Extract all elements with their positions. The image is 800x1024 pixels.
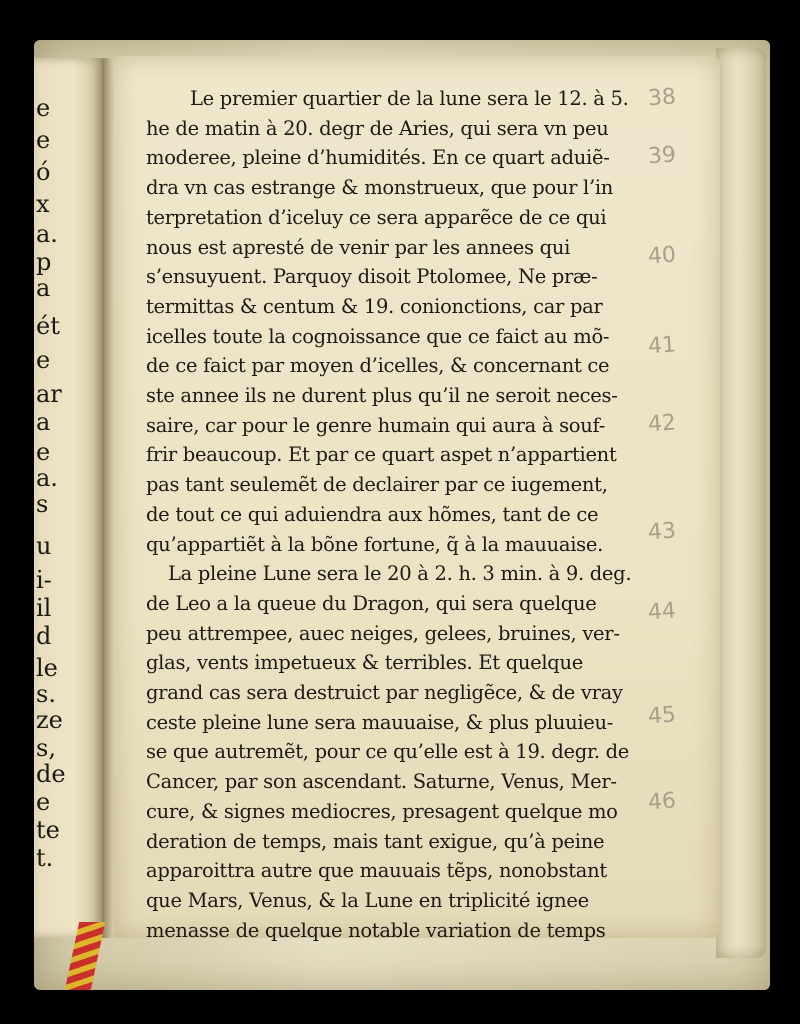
- margin-note-number: 40: [647, 242, 677, 270]
- left-page-fragment: a: [36, 408, 51, 436]
- left-page: [34, 58, 104, 938]
- margin-note-number: 45: [647, 702, 677, 730]
- left-page-fragment: e: [36, 126, 51, 154]
- left-page-fragment: ét: [36, 312, 60, 340]
- left-page-fragment: s,: [36, 734, 56, 762]
- left-page-fragment: e: [36, 438, 51, 466]
- left-page-fragment: a.: [36, 220, 58, 248]
- left-page-fragment: ar: [36, 380, 62, 408]
- text-line: Le premier quartier de la lune sera le 12. à 5.: [190, 87, 629, 110]
- text-line: menasse de quelque notable variation de temps: [146, 918, 606, 942]
- left-page-fragment: e: [36, 94, 51, 122]
- left-page-fragment: e: [36, 788, 51, 816]
- text-line: que Mars, Venus, & la Lune en triplicité ignee: [146, 888, 589, 912]
- text-line: terpretation d’iceluy ce sera apparẽce de ce qui: [146, 205, 607, 229]
- left-page-fragment: e: [36, 346, 51, 374]
- text-line: glas, vents impetueux & terribles. Et quelque: [146, 651, 583, 675]
- text-line: peu attrempee, auec neiges, gelees, bruines, ver-: [146, 621, 620, 645]
- text-line: se que autremẽt, pour ce qu’elle est à 19. degr. de: [146, 740, 630, 764]
- text-line: deration de temps, mais tant exigue, qu’à peine: [146, 829, 605, 853]
- left-page-fragment: de: [36, 760, 66, 788]
- margin-note-number: 44: [647, 598, 677, 626]
- left-page-fragment: i-: [36, 566, 52, 594]
- text-line: La pleine Lune sera le 20 à 2. h. 3 min. à 9. deg.: [168, 562, 632, 586]
- left-page-fragment: p: [36, 248, 52, 276]
- text-line: moderee, pleine d’humidités. En ce quart aduiẽ-: [146, 146, 610, 170]
- text-line: qu’appartiẽt à la bõne fortune, q̃ à la mauuaise.: [146, 532, 604, 556]
- margin-note-number: 43: [647, 518, 677, 546]
- left-page-fragment: u: [36, 532, 52, 560]
- text-line: de tout ce qui aduiendra aux hõmes, tant de ce: [146, 502, 599, 526]
- left-page-fragment: t.: [36, 844, 54, 872]
- left-page-fragment: a: [36, 274, 51, 302]
- left-page-fragment: x: [36, 190, 50, 218]
- margin-note-number: 38: [647, 84, 677, 112]
- text-line: s’ensuyuent. Parquoy disoit Ptolomee, Ne præ-: [146, 265, 598, 289]
- text-line: saire, car pour le genre humain qui aura à souf-: [146, 413, 605, 437]
- text-line: ceste pleine lune sera mauuaise, & plus pluuieu-: [146, 710, 614, 734]
- text-line: grand cas sera destruict par negligẽce, & de vray: [146, 681, 623, 704]
- cover-edge: [716, 48, 766, 958]
- text-line: nous est apresté de venir par les annees qui: [146, 235, 571, 259]
- left-page-fragment: ze: [36, 706, 63, 734]
- left-page-fragment: il: [36, 594, 52, 622]
- text-line: he de matin à 20. degr de Aries, qui sera vn peu: [146, 116, 609, 140]
- left-page-fragment: d: [36, 622, 52, 650]
- text-line: frir beaucoup. Et par ce quart aspet n’appartient: [146, 443, 617, 467]
- left-page-fragment: s.: [36, 680, 56, 708]
- text-line: pas tant seulemẽt de declairer par ce iugement,: [146, 473, 608, 497]
- text-line: de ce faict par moyen d’icelles, & concernant ce: [146, 354, 610, 378]
- text-line: dra vn cas estrange & monstrueux, que pour l’in: [146, 176, 614, 200]
- text-line: Cancer, par son ascendant. Saturne, Venus, Mer-: [146, 770, 617, 794]
- text-line: de Leo a la queue du Dragon, qui sera quelque: [146, 591, 597, 615]
- text-line: ste annee ils ne durent plus qu’il ne seroit neces-: [146, 384, 618, 407]
- text-line: apparoittra autre que mauuais tẽps, nonobstant: [146, 859, 607, 883]
- text-line: cure, & signes mediocres, presagent quelque mo: [146, 799, 618, 823]
- margin-note-number: 46: [647, 788, 677, 816]
- left-page-fragment: ó: [36, 158, 51, 186]
- left-page-fragment: te: [36, 816, 60, 844]
- margin-note-number: 42: [647, 410, 677, 438]
- margin-note-number: 41: [647, 332, 677, 360]
- left-page-fragment: a.: [36, 464, 58, 492]
- left-page-fragment: s: [36, 490, 49, 518]
- text-line: termittas & centum & 19. conionctions, car par: [146, 294, 603, 318]
- margin-note-number: 39: [647, 142, 677, 170]
- left-page-fragment: le: [36, 654, 58, 682]
- text-line: icelles toute la cognoissance que ce faict au mõ-: [146, 324, 610, 348]
